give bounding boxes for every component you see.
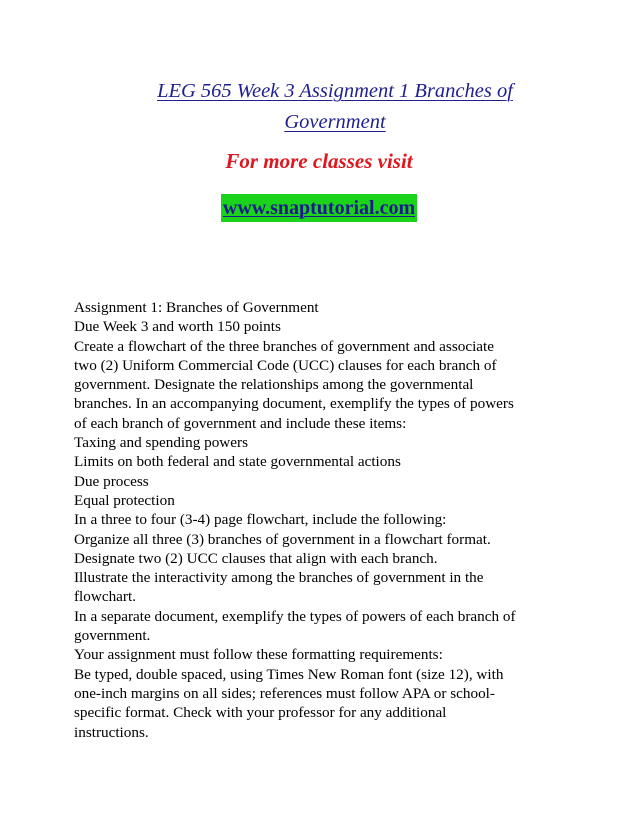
body-line: Designate two (2) UCC clauses that align with each branch.	[74, 549, 438, 567]
website-link[interactable]: www.snaptutorial.com	[221, 194, 417, 222]
body-line: Organize all three (3) branches of government in a flowchart format.	[74, 530, 491, 548]
body-line: government. Designate the relationships among the governmental	[74, 376, 474, 394]
body-line: of each branch of government and include these items:	[74, 414, 407, 432]
document-title-line-1: LEG 565 Week 3 Assignment 1 Branches of	[157, 80, 513, 102]
body-line: Due process	[74, 472, 149, 490]
body-line: Limits on both federal and state governmental actions	[74, 453, 401, 471]
body-line: branches. In an accompanying document, exemplify the types of powers	[74, 395, 514, 413]
promo-text: For more classes visit	[225, 149, 413, 173]
body-line: Taxing and spending powers	[74, 434, 248, 452]
body-line: instructions.	[74, 723, 149, 741]
body-line: In a separate document, exemplify the types of powers of each branch of	[74, 607, 516, 625]
body-line: Your assignment must follow these formatting requirements:	[74, 646, 443, 664]
body-line: Due Week 3 and worth 150 points	[74, 318, 281, 336]
body-line: Create a flowchart of the three branches of government and associate	[74, 337, 494, 355]
body-line: Assignment 1: Branches of Government	[74, 299, 319, 316]
body-line: government.	[74, 627, 151, 645]
document-title-line-2: Government	[284, 111, 386, 133]
body-line: specific format. Check with your professor for any additional	[74, 704, 447, 722]
document-title	[90, 76, 580, 138]
link-container	[0, 194, 638, 222]
body-line: In a three to four (3-4) page flowchart, include the following:	[74, 511, 447, 529]
body-line: Equal protection	[74, 491, 175, 509]
assignment-body	[74, 298, 574, 742]
body-line: Illustrate the interactivity among the branches of government in the	[74, 569, 484, 587]
body-line: two (2) Uniform Commercial Code (UCC) clauses for each branch of	[74, 356, 497, 374]
body-line: one-inch margins on all sides; references must follow APA or school-	[74, 684, 495, 702]
body-line: flowchart.	[74, 588, 136, 606]
body-line: Be typed, double spaced, using Times New Roman font (size 12), with	[74, 665, 504, 683]
